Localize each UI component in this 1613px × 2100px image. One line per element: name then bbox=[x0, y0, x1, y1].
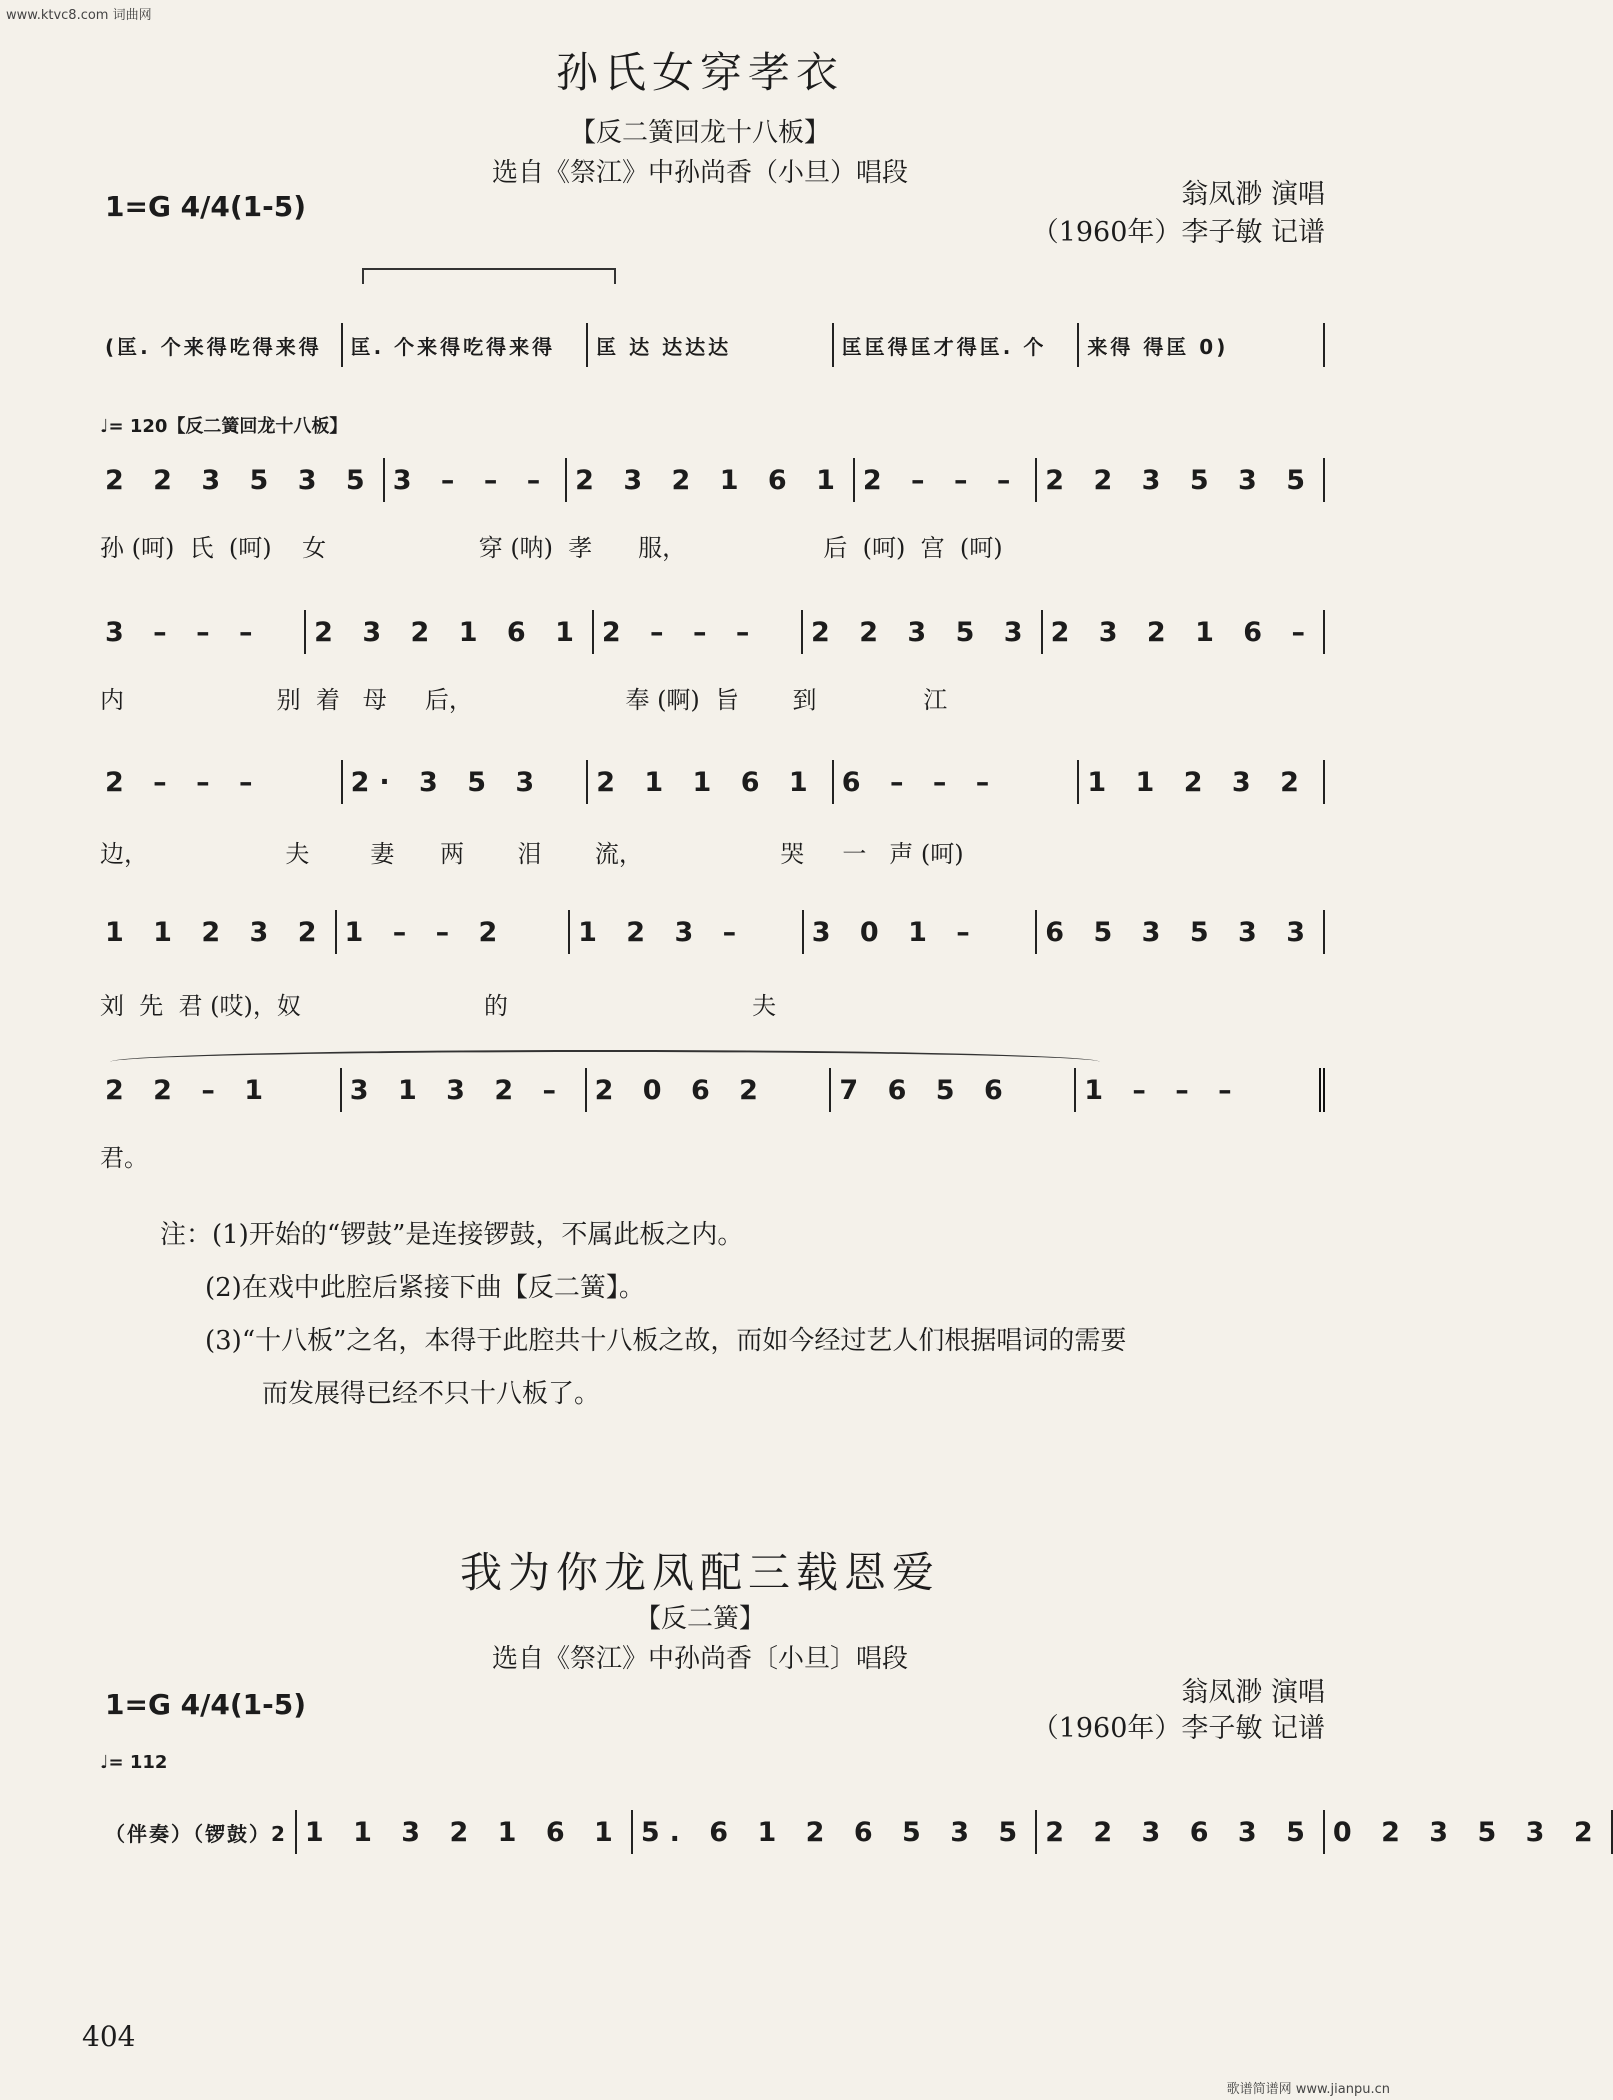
measure bbox=[832, 760, 1078, 804]
song1-performer: 翁凤渺 演唱 bbox=[1181, 179, 1325, 210]
footer-watermark: 歌谱简谱网 www.jianpu.cn bbox=[1226, 2082, 1390, 2097]
notation-row bbox=[105, 1070, 1325, 1110]
measure bbox=[105, 910, 335, 954]
measure bbox=[105, 760, 341, 804]
percussion-text: 匡 达 达达达 bbox=[596, 334, 732, 359]
measure bbox=[802, 910, 1036, 954]
watermark: www.ktvc8.com 词曲网 bbox=[6, 8, 152, 23]
percussion-text: 匡. 个来得吃得来得 bbox=[350, 334, 556, 359]
song2-key: 1=G 4/4(1-5) bbox=[105, 1688, 307, 1721]
notes: 3 1 3 2 – bbox=[349, 1074, 567, 1106]
percussion-measure bbox=[105, 323, 341, 367]
footnote: (2)在戏中此腔后紧接下曲【反二簧】。 bbox=[205, 1273, 645, 1303]
measure bbox=[829, 1068, 1074, 1112]
notes: 1 1 2 3 2 bbox=[105, 916, 327, 948]
measure bbox=[1077, 760, 1325, 804]
notes: 1 1 3 2 1 6 1 bbox=[304, 1816, 623, 1848]
measure bbox=[1074, 1068, 1325, 1112]
notes: 1 – – – bbox=[1084, 1074, 1242, 1106]
percussion-row bbox=[105, 325, 1325, 365]
notes: 2· 3 5 3 bbox=[350, 766, 545, 798]
notation-row bbox=[105, 460, 1325, 500]
lyrics-line: 孙 (呵) 氏 (呵) 女 穿 (呐) 孝 服， 后 (呵) 宫 (呵) bbox=[100, 534, 1003, 562]
notes: 1 – – 2 bbox=[344, 916, 508, 948]
percussion-text: (匡. 个来得吃得来得 bbox=[105, 334, 322, 359]
percussion-measure bbox=[832, 323, 1078, 367]
notes: 7 6 5 6 bbox=[839, 1074, 1013, 1106]
footnote: 注：(1)开始的“锣鼓”是连接锣鼓，不属此板之内。 bbox=[160, 1220, 744, 1250]
notes: 2 2 3 6 3 5 bbox=[1045, 1816, 1315, 1848]
notes: 2 3 2 1 6 1 bbox=[314, 616, 584, 648]
measure bbox=[383, 458, 565, 502]
intro-measure bbox=[105, 1810, 295, 1854]
measure bbox=[1035, 910, 1325, 954]
notes: 2 – – – bbox=[601, 616, 760, 648]
song1-source: 选自《祭江》中孙尚香（小旦）唱段 bbox=[491, 158, 908, 188]
notes: 0 2 3 5 3 2 bbox=[1332, 1816, 1603, 1848]
lyrics-line: 刘 先 君 (哎)，奴 的 夫 bbox=[100, 992, 777, 1020]
percussion-measure bbox=[341, 323, 587, 367]
repeat-bracket bbox=[362, 268, 616, 284]
percussion-measure bbox=[1077, 323, 1325, 367]
measure bbox=[565, 458, 853, 502]
song2-source: 选自《祭江》中孙尚香〔小旦〕唱段 bbox=[491, 1644, 908, 1674]
notes: 6 – – – bbox=[841, 766, 1000, 798]
measure bbox=[592, 610, 801, 654]
notes: 5. 6 1 2 6 5 3 5 bbox=[640, 1816, 1028, 1848]
intro-text: （伴奏）（锣鼓）2 bbox=[105, 1821, 287, 1846]
measure bbox=[304, 610, 592, 654]
measure bbox=[105, 458, 383, 502]
percussion-text: 来得 得匡 0) bbox=[1087, 334, 1229, 359]
song1-tempo: ♩= 120【反二簧回龙十八板】 bbox=[100, 416, 348, 437]
song1-key: 1=G 4/4(1-5) bbox=[105, 190, 307, 223]
measure bbox=[853, 458, 1035, 502]
song1-notator: （1960年）李子敏 记谱 bbox=[1031, 217, 1325, 248]
notes: 3 – – – bbox=[392, 464, 551, 496]
measure bbox=[335, 910, 569, 954]
footnote: (3)“十八板”之名，本得于此腔共十八板之故，而如今经过艺人们根据唱词的需要 bbox=[205, 1326, 1127, 1356]
notes: 2 2 – 1 bbox=[105, 1074, 274, 1106]
notes: 2 2 3 5 3 bbox=[811, 616, 1033, 648]
footnote: 而发展得已经不只十八板了。 bbox=[262, 1379, 601, 1409]
notes: 6 5 3 5 3 3 bbox=[1045, 916, 1316, 948]
song2-title: 我为你龙凤配三载恩爱 bbox=[459, 1548, 940, 1597]
notes: 2 – – – bbox=[862, 464, 1021, 496]
notes: 2 2 3 5 3 5 bbox=[105, 464, 375, 496]
measure bbox=[1323, 1810, 1613, 1854]
notes: 2 2 3 5 3 5 bbox=[1045, 464, 1316, 496]
notation-row bbox=[105, 912, 1325, 952]
song1-title: 孙氏女穿孝衣 bbox=[555, 48, 844, 97]
measure bbox=[105, 610, 304, 654]
notation-row bbox=[105, 762, 1325, 802]
measure bbox=[105, 1068, 340, 1112]
notes: 2 – – – bbox=[105, 766, 263, 798]
tie-arc bbox=[110, 1050, 1100, 1062]
percussion-text: 匡匡得匡才得匡. 个 bbox=[841, 334, 1047, 359]
measure bbox=[295, 1810, 631, 1854]
notes: 1 1 2 3 2 bbox=[1087, 766, 1309, 798]
notes: 1 2 3 – bbox=[578, 916, 747, 948]
song2-notator: （1960年）李子敏 记谱 bbox=[1031, 1713, 1325, 1744]
lyrics-line: 边， 夫 妻 两 泪 流， 哭 一 声 (呵) bbox=[100, 840, 964, 868]
notes: 2 1 1 6 1 bbox=[596, 766, 818, 798]
song2-performer: 翁凤渺 演唱 bbox=[1181, 1677, 1325, 1708]
measure bbox=[586, 760, 832, 804]
song1-tune: 【反二簧回龙十八板】 bbox=[569, 118, 830, 148]
measure bbox=[568, 910, 802, 954]
notes: 2 3 2 1 6 1 bbox=[575, 464, 845, 496]
notes: 2 3 2 1 6 – bbox=[1050, 616, 1315, 648]
page-number: 404 bbox=[82, 2020, 136, 2053]
lyrics-line: 君。 bbox=[100, 1144, 148, 1172]
measure bbox=[341, 760, 587, 804]
notation-row bbox=[105, 612, 1325, 652]
percussion-measure bbox=[586, 323, 832, 367]
notes: 3 0 1 – bbox=[811, 916, 980, 948]
notes: 3 – – – bbox=[105, 616, 263, 648]
measure bbox=[340, 1068, 585, 1112]
measure bbox=[1035, 1810, 1323, 1854]
measure bbox=[631, 1810, 1035, 1854]
measure bbox=[1041, 610, 1325, 654]
song2-tempo: ♩= 112 bbox=[100, 1752, 168, 1773]
lyrics-line: 内 别 着 母 后， 奉 (啊) 旨 到 江 bbox=[100, 686, 948, 714]
measure bbox=[585, 1068, 830, 1112]
measure bbox=[1035, 458, 1325, 502]
song2-tune: 【反二簧】 bbox=[634, 1604, 765, 1634]
notation-row bbox=[105, 1812, 1603, 1852]
notes: 2 0 6 2 bbox=[594, 1074, 768, 1106]
measure bbox=[801, 610, 1041, 654]
